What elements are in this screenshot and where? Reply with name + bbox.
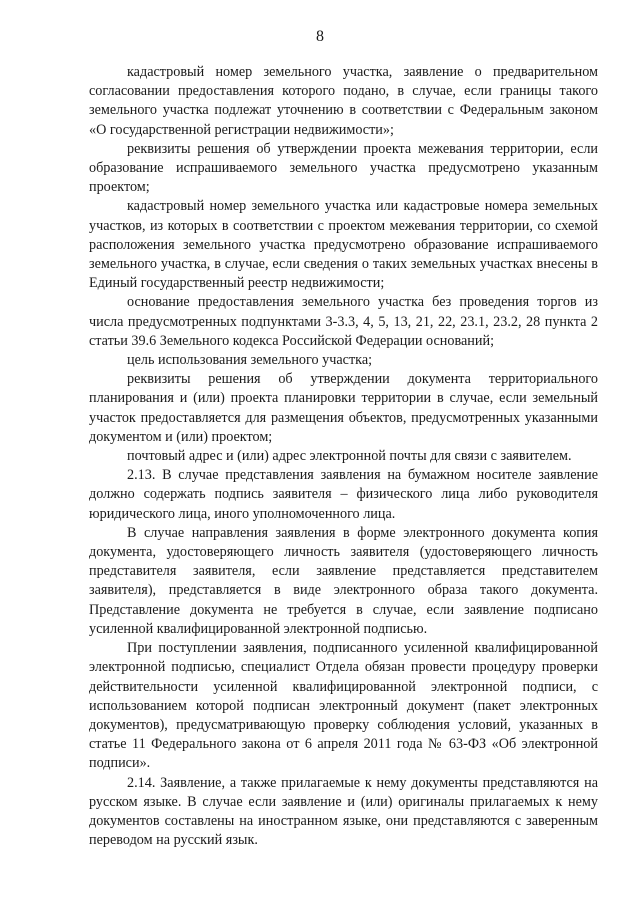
paragraph-survey-project-details: реквизиты решения об утверждении проекта межевания территории, если образование испрашиваемого земельного участка предусмотрено указанным проектом; [89,140,598,196]
document-body [89,63,598,850]
paragraph-grounds-without-auction: основание предоставления земельного участка без проведения торгов из числа предусмотренных подпунктами 3-3.3, 4, 5, 13, 21, 22, 23.1, 23.2, 28 пункта 2 статьи 39.6 Земельного кодекса Российской Федерации оснований; [89,294,598,349]
page-number: 8 [316,28,324,45]
paragraph-signature-verification: При поступлении заявления, подписанного усиленной квалифицированной электронной подписью, специалист Отдела обязан провести процедуру проверки действительности усиленной квалифицированной электронной подписи, с использованием которой подписан электронный документ (пакет электронных документов), предусматривающую проверку соблюдения условий, указанных в статье 11 Федерального закона от 6 апреля 2011 года № 63-ФЗ «Об электронной подписи». [89,640,598,772]
paragraph-cadastral-numbers-source-plots: кадастровый номер земельного участка или кадастровые номера земельных участков, из которых в соответствии с проектом межевания территории, со схемой расположения земельного участка предусмотрено образование испрашиваемого земельного участка, в случае, если сведения о таких земельных участках внесены в Единый государственный реестр недвижимости; [89,198,598,292]
paragraph-purpose-of-use: цель использования земельного участка; [127,352,373,369]
paragraph-contact-address: почтовый адрес и (или) адрес электронной почты для связи с заявителем. [127,448,572,465]
paragraph-electronic-application: В случае направления заявления в форме электронного документа копия документа, удостоверяющего личность заявителя (удостоверяющего личность представителя заявителя, если заявление представляется представителем заявителя), представляется в виде электронного образа такого документа. Представление документа не требуется в случае, если заявление подписано усиленной квалифицированной электронной подписью. [89,524,598,637]
paragraph-2-14-language: 2.14. Заявление, а также прилагаемые к нему документы представляются на русском языке. В случае если заявление и (или) оригиналы прилагаемых к нему документов составлены на иностранном языке, они представляются с заверенным переводом на русский язык. [89,774,598,849]
paragraph-territorial-planning-details: реквизиты решения об утверждении документа территориального планирования и (или) проекта планировки территории в случае, если земельный участок предоставляется для размещения объектов, предусмотренных указанными документом и (или) проектом; [89,371,598,445]
paragraph-cadastral-number: кадастровый номер земельного участка, заявление о предварительном согласовании предоставления которого подано, в случае, если границы такого земельного участка подлежат уточнению в соответствии с Федеральным законом «О государственной регистрации недвижимости»; [89,64,598,138]
paragraph-2-13-paper-application: 2.13. В случае представления заявления на бумажном носителе заявление должно содержать подпись заявителя – физического лица либо руководителя юридического лица, иного уполномоченного лица. [89,467,598,522]
